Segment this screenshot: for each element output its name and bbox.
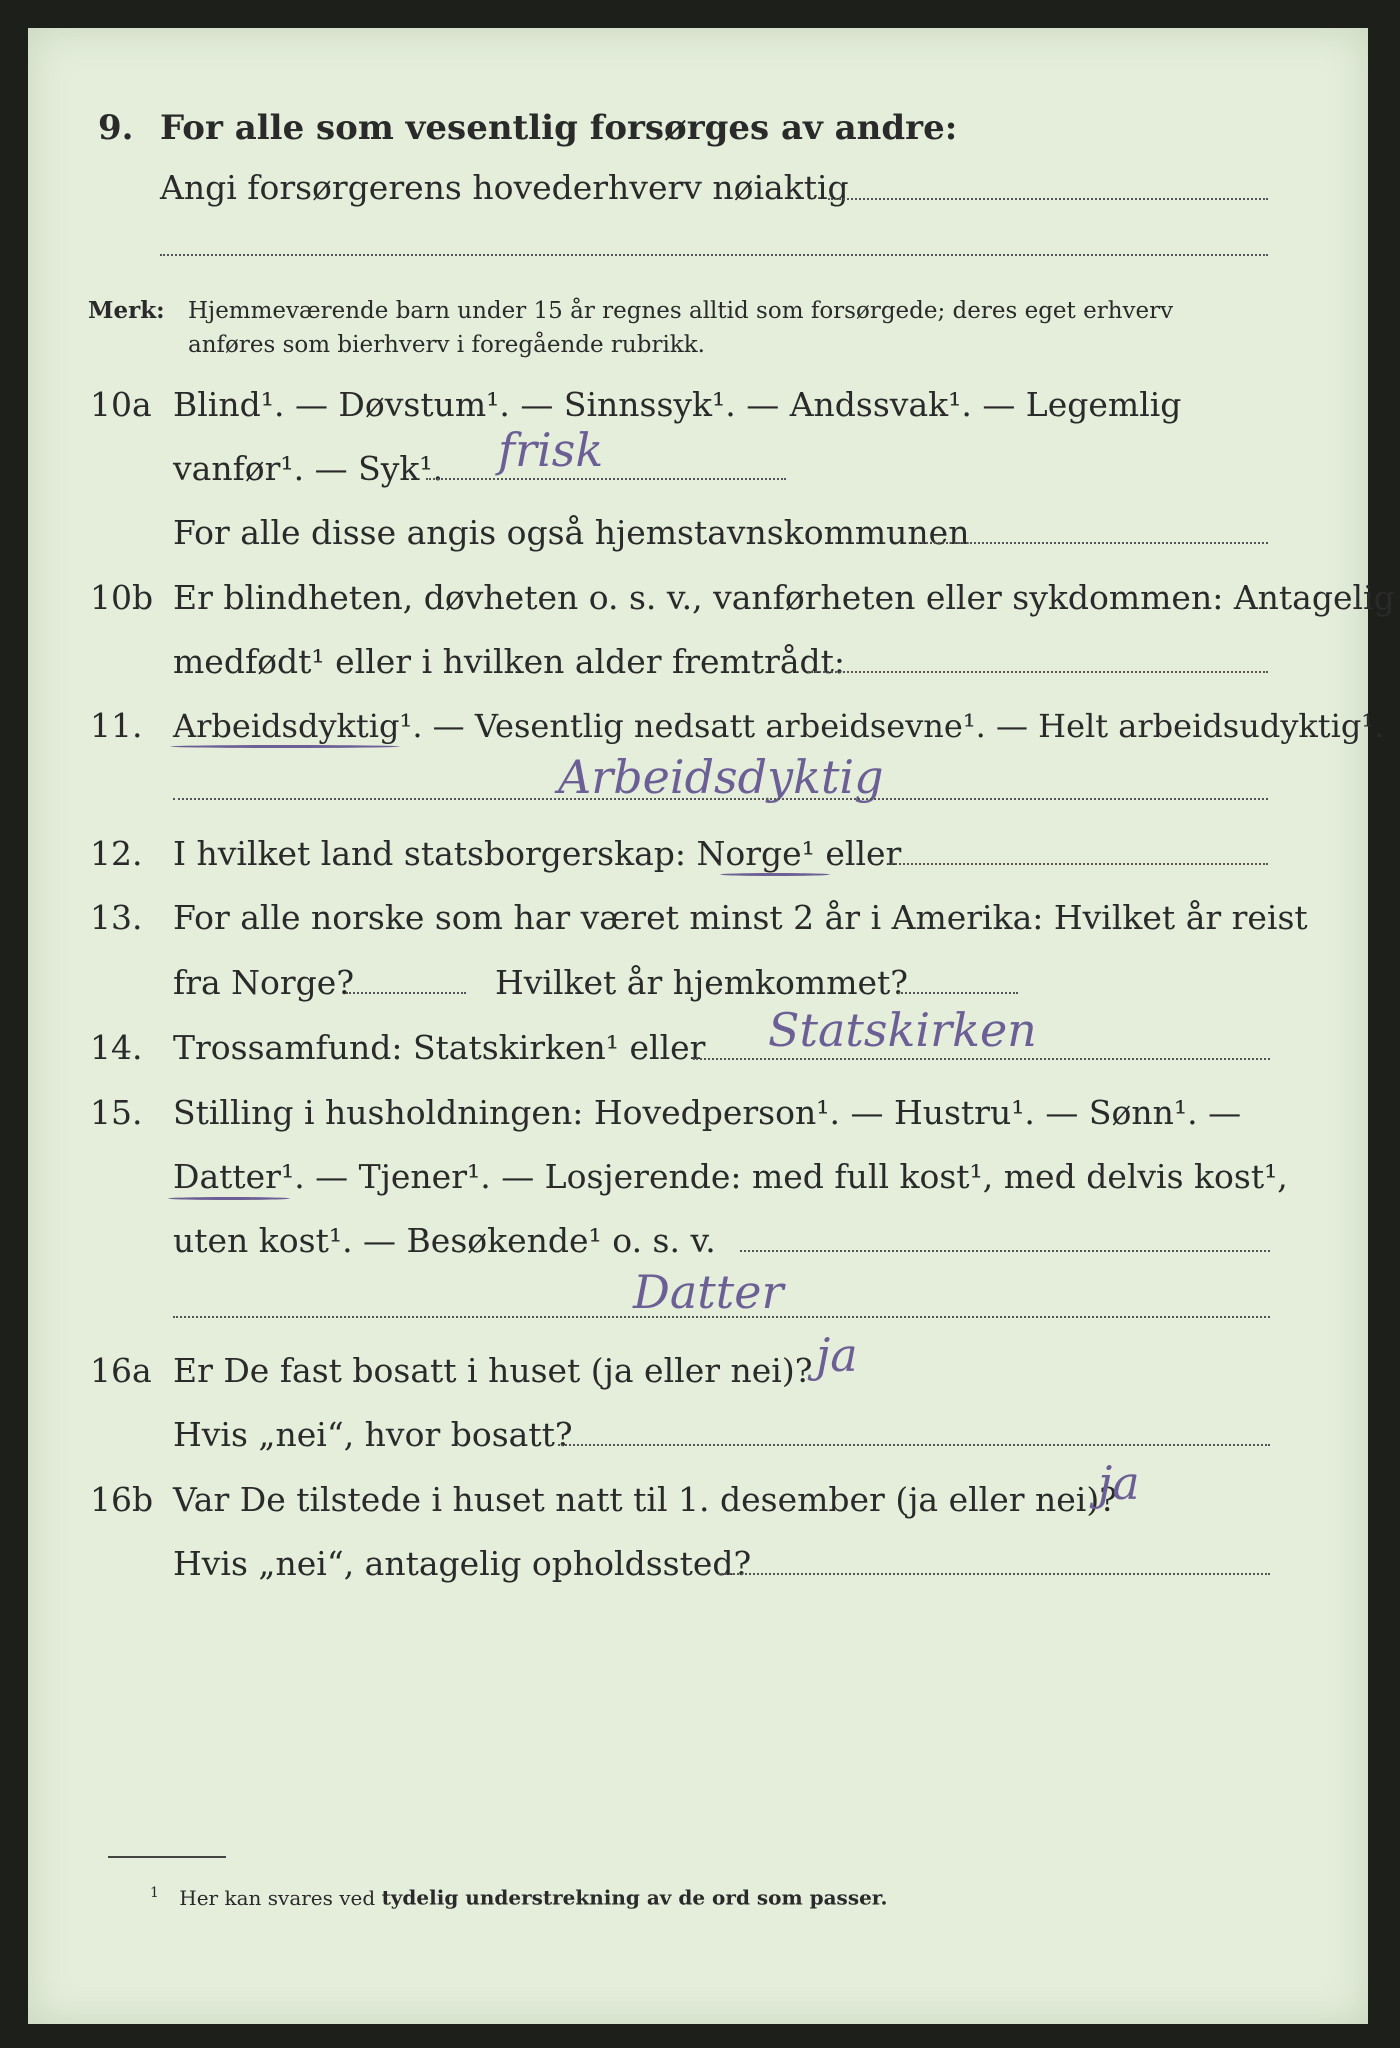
q12-underline [720,873,830,876]
q11-answer-line[interactable] [173,798,1268,800]
q16b-line1: Var De tilstede i huset natt til 1. desember (ja eller nei)? [173,1480,1117,1519]
q10a-number: 10a [90,385,152,424]
q16b-number: 16b [90,1480,154,1519]
q13-line2a: fra Norge? [173,963,355,1002]
q16a-number: 16a [90,1351,152,1390]
q15-answer: Datter [633,1265,784,1319]
q12-number: 12. [90,834,143,873]
q9-answer-line-2[interactable] [160,254,1268,256]
q15-answer-line[interactable] [740,1250,1270,1252]
footnote [150,1878,887,1913]
merk-line1: Hjemmeværende barn under 15 år regnes alltid som forsørgede; deres eget erhverv [188,298,1174,324]
q11-line1: Arbeidsdyktig¹. — Vesentlig nedsatt arbeidsevne¹. — Helt arbeidsudyktig¹. [173,707,1385,745]
merk-line2: anføres som bierhverv i foregående rubrikk. [188,332,705,358]
q13-line2b: Hvilket år hjemkommet? [495,963,908,1002]
q9-line1: Angi forsørgerens hovederhverv nøiaktig [160,168,849,207]
q14-number: 14. [90,1028,143,1067]
q14-answer: Statskirken [768,1003,1037,1057]
footnote-text-plain: Her kan svares ved [179,1885,376,1910]
q11-answer: Arbeidsdyktig [558,750,884,804]
q14-line1: Trossamfund: Statskirken¹ eller [173,1028,706,1067]
q9-title: For alle som vesentlig forsørges av andre: [160,108,958,148]
q15-number: 15. [90,1093,143,1132]
footnote-rule [108,1856,226,1858]
q16b-line2: Hvis „nei“, antagelig opholdssted? [173,1544,752,1583]
q10b-line1: Er blindheten, døvheten o. s. v., vanførheten eller sykdommen: Antagelig [173,578,1395,617]
q10b-number: 10b [90,578,154,617]
q13-reist-line[interactable] [346,992,466,994]
q16a-answer: ja [816,1328,858,1382]
q13-hjemkommet-line[interactable] [898,992,1018,994]
q15-line3: uten kost¹. — Besøkende¹ o. s. v. [173,1221,716,1260]
merk-label: Merk: [88,297,165,324]
q15-answer-line-2[interactable] [173,1316,1270,1318]
q10a-line3: For alle disse angis også hjemstavnskommunen [173,513,970,552]
q11-underline [170,745,400,748]
q9-number: 9. [98,108,134,148]
footnote-mark: 1 [150,1885,159,1901]
q10a-answer: frisk [498,423,604,477]
q16b-answer: ja [1098,1456,1140,1510]
q12-answer-line[interactable] [888,863,1268,865]
q10b-answer-line[interactable] [808,671,1268,673]
q15-line2: Datter¹. — Tjener¹. — Losjerende: med full kost¹, med delvis kost¹, [173,1157,1288,1196]
q10a-answer-line[interactable] [426,478,786,480]
q10a-home-line[interactable] [918,542,1268,544]
q16a-line2: Hvis „nei“, hvor bosatt? [173,1415,573,1454]
q10b-line2: medfødt¹ eller i hvilken alder fremtrådt: [173,642,846,681]
q13-line1: For alle norske som har været minst 2 år i Amerika: Hvilket år reist [173,898,1308,937]
q15-line1: Stilling i husholdningen: Hovedperson¹. — Hustru¹. — Sønn¹. — [173,1093,1242,1132]
q15-underline [168,1197,290,1200]
footnote-text-bold: tydelig understrekning av de ord som passer. [381,1885,888,1910]
q16a-answer-line[interactable] [558,1444,1270,1446]
q14-answer-line[interactable] [693,1058,1270,1060]
q10a-line2: vanfør¹. — Syk¹. [173,449,444,488]
q12-line1: I hvilket land statsborgerskap: Norge¹ eller [173,834,902,873]
census-form-page [28,28,1395,2024]
q13-number: 13. [90,898,143,937]
q10a-line1: Blind¹. — Døvstum¹. — Sinnssyk¹. — Andssvak¹. — Legemlig [173,385,1182,424]
q16a-line1: Er De fast bosatt i huset (ja eller nei)? [173,1351,813,1390]
q9-answer-line[interactable] [828,198,1268,200]
q16b-answer-line[interactable] [718,1573,1270,1575]
q11-number: 11. [90,706,143,745]
